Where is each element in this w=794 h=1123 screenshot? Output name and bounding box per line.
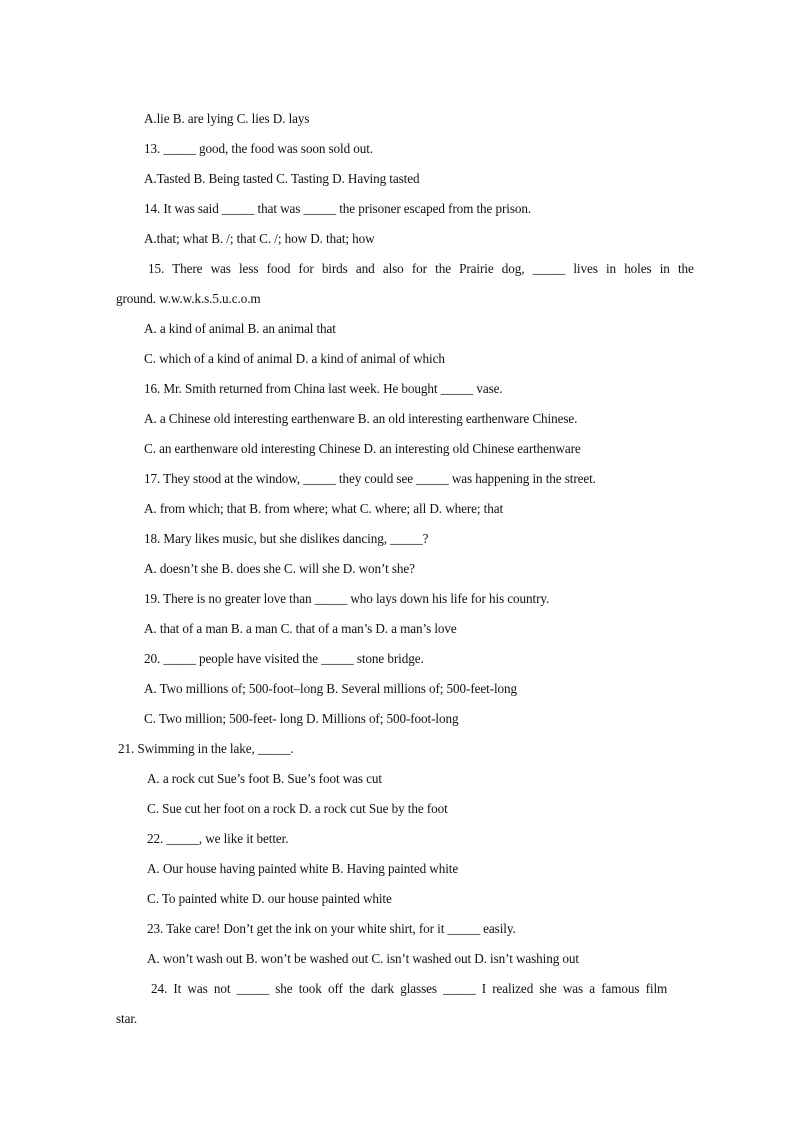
q23-stem: 23. Take care! Don’t get the ink on your white shirt, for it _____ easily. <box>147 921 516 936</box>
q20-options-ab: A. Two millions of; 500-foot–long B. Several millions of; 500-feet-long <box>144 681 518 696</box>
q15-options-cd: C. which of a kind of animal D. a kind of animal of which <box>144 351 445 366</box>
q21-options-cd: C. Sue cut her foot on a rock D. a rock cut Sue by the foot <box>147 801 448 816</box>
q12-options: A.lie B. are lying C. lies D. lays <box>144 111 310 126</box>
q24-stem: 24. It was not _____ she took off the dark glasses _____ I realized she was a famous film <box>151 981 668 996</box>
q14-stem: 14. It was said _____ that was _____ the prisoner escaped from the prison. <box>144 201 532 216</box>
q20-options-cd: C. Two million; 500-feet- long D. Millions of; 500-foot-long <box>144 711 459 726</box>
q16-options-cd: C. an earthenware old interesting Chinese D. an interesting old Chinese earthenware <box>144 441 581 456</box>
q21-options-ab: A. a rock cut Sue’s foot B. Sue’s foot was cut <box>147 771 382 786</box>
q13-options: A.Tasted B. Being tasted C. Tasting D. Having tasted <box>144 171 420 186</box>
q20-stem: 20. _____ people have visited the _____ stone bridge. <box>144 651 424 666</box>
q22-stem: 22. _____, we like it better. <box>147 831 289 846</box>
q24-stem-continued: star. <box>116 1011 138 1026</box>
q23-options: A. won’t wash out B. won’t be washed out C. isn’t washed out D. isn’t washing out <box>147 951 579 966</box>
q17-options: A. from which; that B. from where; what C. where; all D. where; that <box>144 501 504 516</box>
q15-stem: 15. There was less food for birds and also for the Prairie dog, _____ lives in holes in the <box>148 261 694 276</box>
q19-stem: 19. There is no greater love than _____ who lays down his life for his country. <box>144 591 550 606</box>
q18-stem: 18. Mary likes music, but she dislikes dancing, _____? <box>144 531 429 546</box>
q22-options-ab: A. Our house having painted white B. Having painted white <box>147 861 459 876</box>
q18-options: A. doesn’t she B. does she C. will she D. won’t she? <box>144 561 415 576</box>
q13-stem: 13. _____ good, the food was soon sold out. <box>144 141 374 156</box>
q21-stem: 21. Swimming in the lake, _____. <box>118 741 294 756</box>
q17-stem: 17. They stood at the window, _____ they could see _____ was happening in the street. <box>144 471 596 486</box>
q15-options-ab: A. a kind of animal B. an animal that <box>144 321 336 336</box>
q19-options: A. that of a man B. a man C. that of a man’s D. a man’s love <box>144 621 457 636</box>
q14-options: A.that; what B. /; that C. /; how D. that; how <box>144 231 375 246</box>
q22-options-cd: C. To painted white D. our house painted white <box>147 891 392 906</box>
q16-stem: 16. Mr. Smith returned from China last week. He bought _____ vase. <box>144 381 503 396</box>
q16-options-ab: A. a Chinese old interesting earthenware B. an old interesting earthenware Chinese. <box>144 411 578 426</box>
q15-stem-continued: ground. w.w.w.k.s.5.u.c.o.m <box>116 291 261 306</box>
